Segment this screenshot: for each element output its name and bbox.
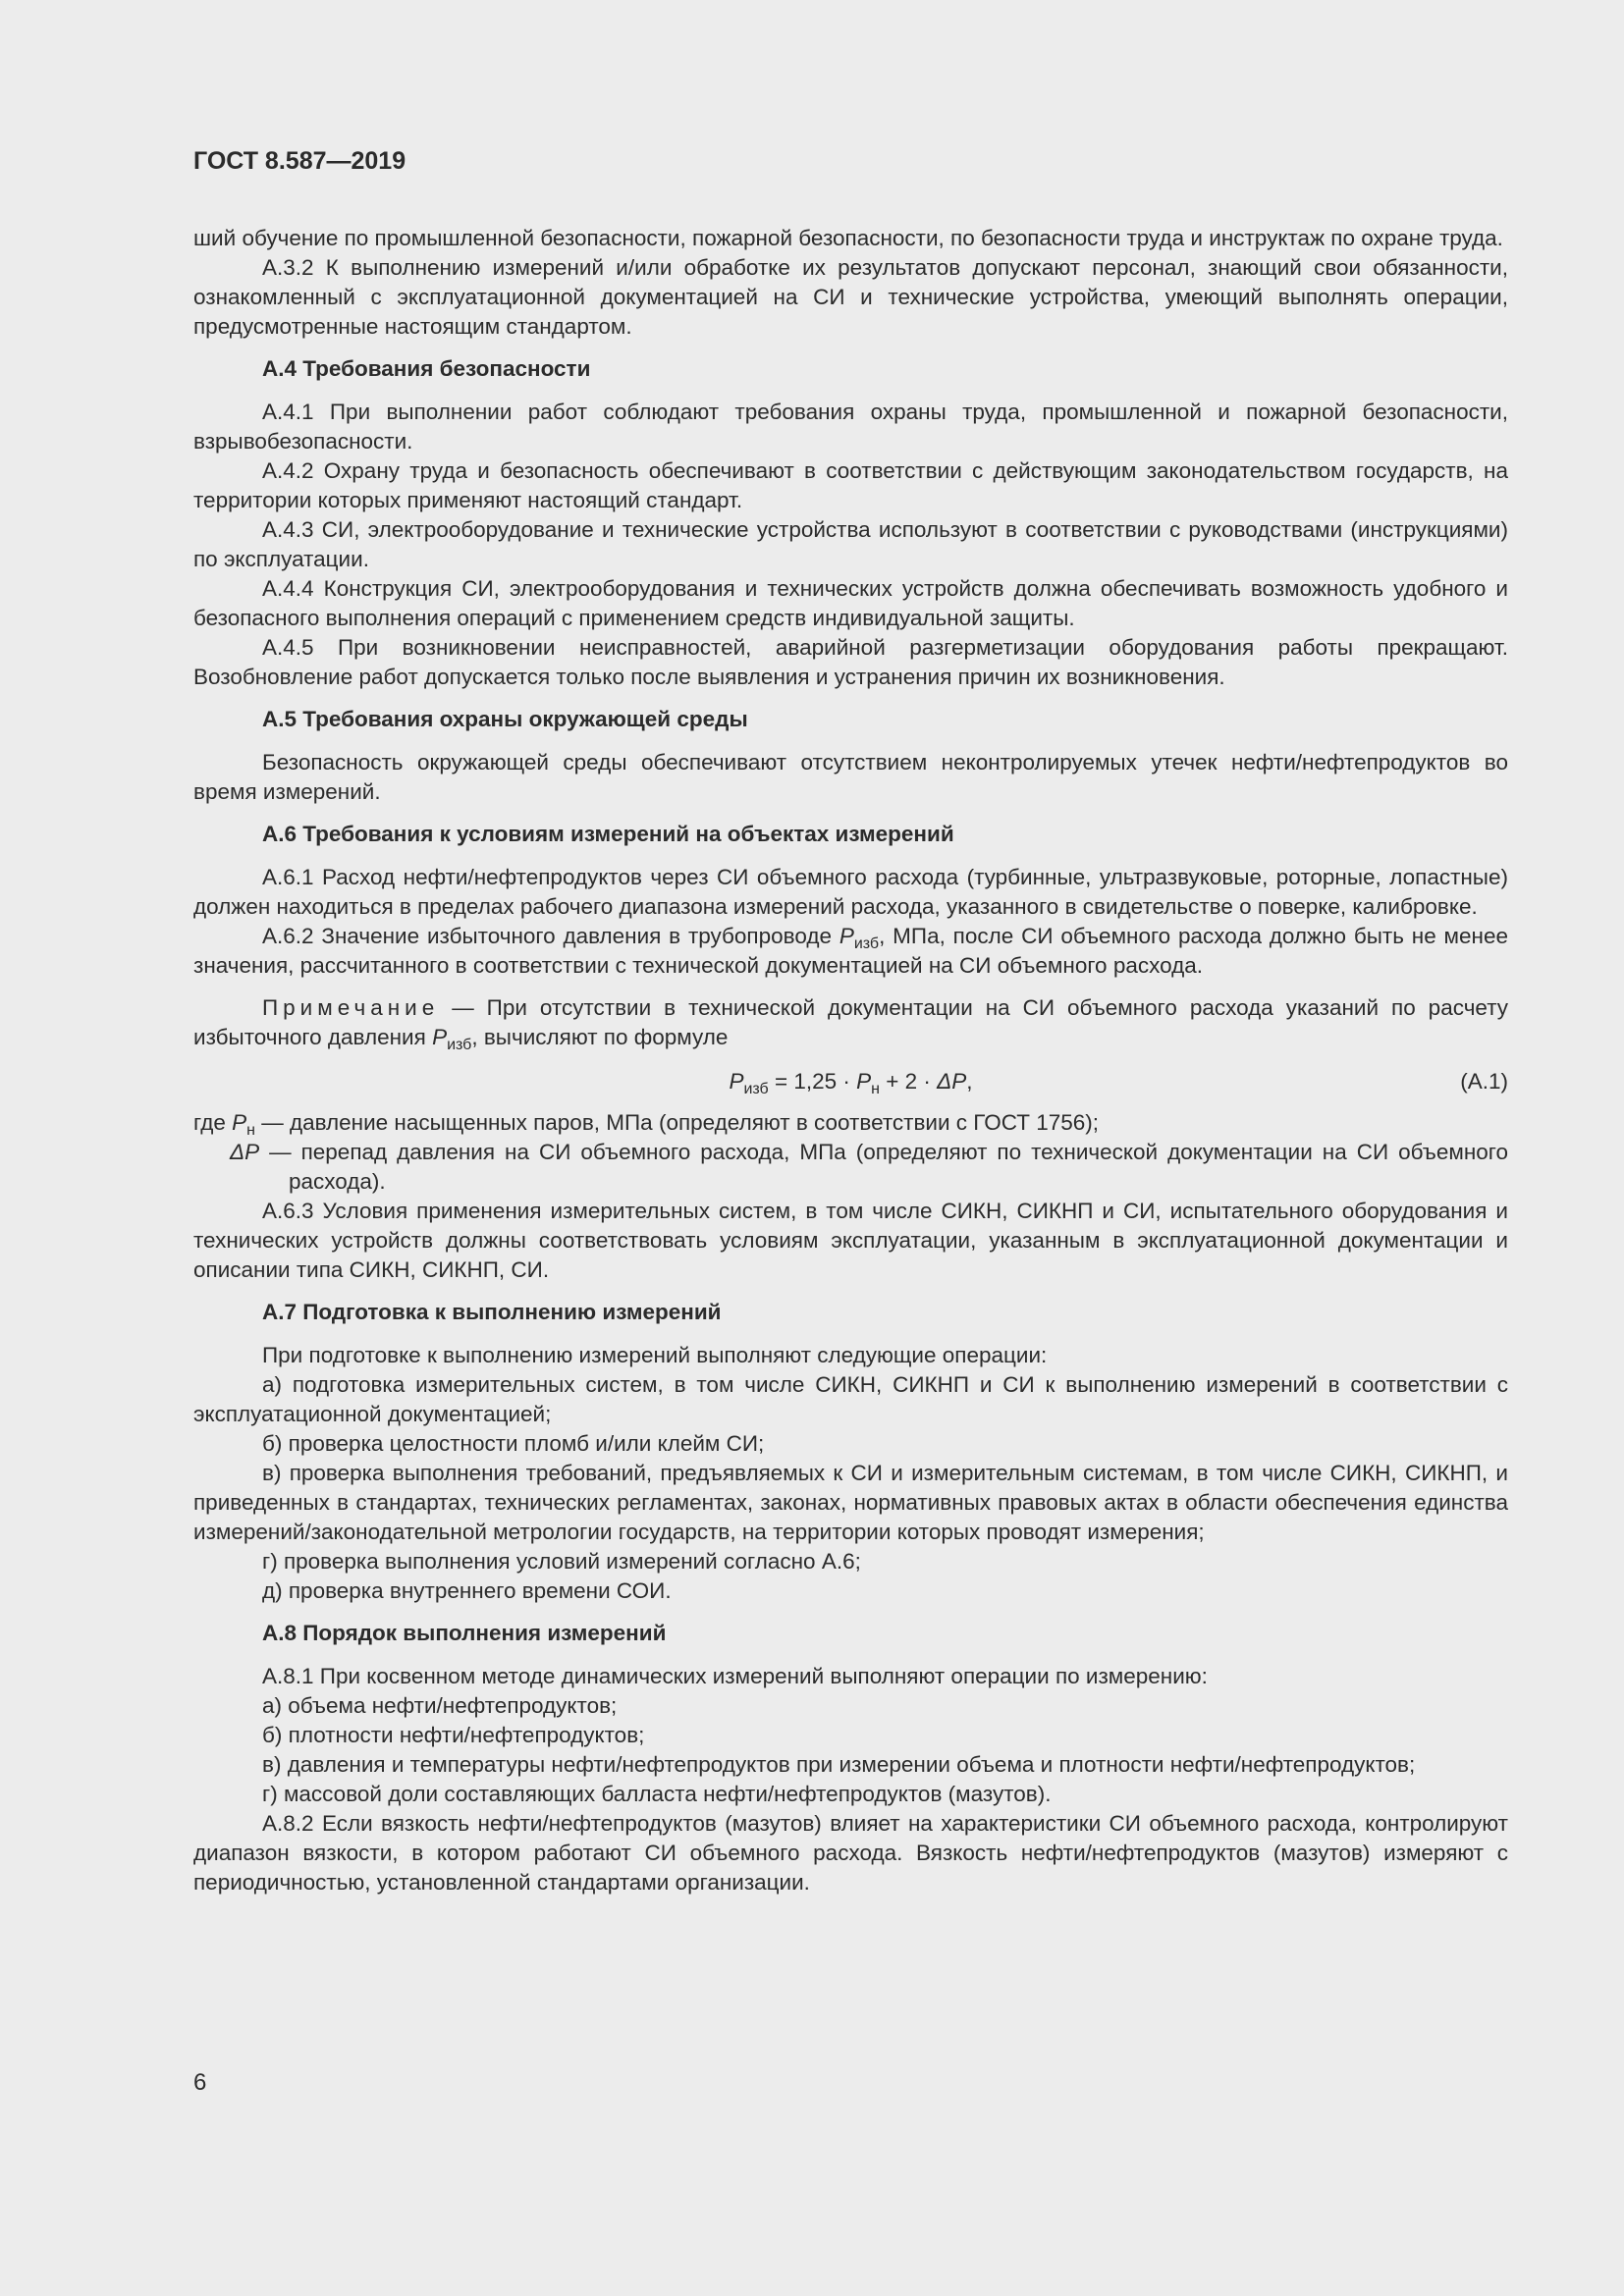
- section-heading-a5: А.5 Требования охраны окружающей среды: [262, 707, 748, 731]
- paragraph-a6-2: А.6.2 Значение избыточного давления в трубопроводе $P_{изб}$, МПа, после СИ объемного расхода должно быть не менее значения, рассчитанного в соответствии с технической документацией на СИ объемного расхода.: [193, 924, 1508, 978]
- formula-a1: $P_{изб} = 1,25 \cdot P_н + 2 \cdot \Delta P$, (А.1): [729, 1069, 1508, 1097]
- paragraph-a4-5: А.4.5 При возникновении неисправностей, аварийной разгерметизации оборудования работы прекращают. Возобновление работ допускается только после выявления и устранения причин их возникновения.: [193, 635, 1508, 689]
- list-item: б) плотности нефти/нефтепродуктов;: [262, 1723, 645, 1747]
- paragraph-a4-2: А.4.2 Охрану труда и безопасность обеспечивают в соответствии с действующим законодательством государств, на территории которых применяют настоящий стандарт.: [193, 458, 1508, 512]
- formula-number: (А.1): [1460, 1069, 1508, 1094]
- page-number: 6: [193, 2069, 207, 2096]
- list-item: г) проверка выполнения условий измерений согласно А.6;: [262, 1549, 861, 1574]
- paragraph-a6-1: А.6.1 Расход нефти/нефтепродуктов через СИ объемного расхода (турбинные, ультразвуковые, роторные, лопастные) должен находиться в пределах рабочего диапазона измерений расхода, указанного в свидетельстве о поверке, калибровке.: [193, 865, 1508, 919]
- section-heading-a7: А.7 Подготовка к выполнению измерений: [262, 1300, 722, 1324]
- paragraph-a4-1: А.4.1 При выполнении работ соблюдают требования охраны труда, промышленной и пожарной безопасности, взрывобезопасности.: [193, 400, 1508, 454]
- list-item: а) подготовка измерительных систем, в том числе СИКН, СИКНП и СИ к выполнению измерений в соответствии с эксплуатационной документацией;: [193, 1372, 1508, 1426]
- list-item: д) проверка внутреннего времени СОИ.: [262, 1578, 672, 1603]
- note-label: Примечание: [262, 995, 440, 1020]
- paragraph: ший обучение по промышленной безопасности, пожарной безопасности, по безопасности труда и инструктаж по охране труда.: [193, 226, 1503, 250]
- list-item: г) массовой доли составляющих балласта нефти/нефтепродуктов (мазутов).: [262, 1782, 1052, 1806]
- document-body: [193, 224, 1508, 1897]
- where-pn: где $P_н$ — давление насыщенных паров, МПа (определяют в соответствии с ГОСТ 1756);: [193, 1110, 1099, 1139]
- section-heading-a4: А.4 Требования безопасности: [262, 356, 591, 381]
- list-item: б) проверка целостности пломб и/или клейм СИ;: [262, 1431, 765, 1456]
- paragraph-a8-2: А.8.2 Если вязкость нефти/нефтепродуктов (мазутов) влияет на характеристики СИ объемного расхода, контролируют диапазон вязкости, в котором работают СИ объемного расхода. Вязкость нефти/нефтепродуктов (мазутов) измеряют с периодичностью, установленной стандартами организации.: [193, 1811, 1508, 1895]
- where-dp: ΔP — перепад давления на СИ объемного расхода, МПа (определяют по технической документации на СИ объемного расхода).: [230, 1140, 1508, 1194]
- section-heading-a6: А.6 Требования к условиям измерений на объектах измерений: [262, 822, 954, 846]
- paragraph-a3-2: А.3.2 К выполнению измерений и/или обработке их результатов допускают персонал, знающий свои обязанности, ознакомленный с эксплуатационной документацией на СИ и технические устройства, умеющий выполнять операции, предусмотренные настоящим стандартом.: [193, 255, 1508, 339]
- note-paragraph: Примечание — При отсутствии в технической документации на СИ объемного расхода указаний по расчету избыточного давления $P_{изб}$, вычисляют по формуле: [193, 995, 1508, 1053]
- list-item: в) проверка выполнения требований, предъявляемых к СИ и измерительным системам, в том числе СИКН, СИКНП, и приведенных в стандартах, технических регламентах, законах, нормативных правовых актах в области обеспечения единства измерений/законодательной метрологии государств, на территории которых проводят измерения;: [193, 1461, 1508, 1544]
- list-item: в) давления и температуры нефти/нефтепродуктов при измерении объема и плотности нефти/нефтепродуктов;: [262, 1752, 1416, 1777]
- section-heading-a8: А.8 Порядок выполнения измерений: [262, 1621, 667, 1645]
- paragraph-a4-3: А.4.3 СИ, электрооборудование и технические устройства используют в соответствии с руководствами (инструкциями) по эксплуатации.: [193, 517, 1508, 571]
- paragraph-a7: При подготовке к выполнению измерений выполняют следующие операции:: [262, 1343, 1048, 1367]
- paragraph-a8-1: А.8.1 При косвенном методе динамических измерений выполняют операции по измерению:: [262, 1664, 1208, 1688]
- paragraph-a4-4: А.4.4 Конструкция СИ, электрооборудования и технических устройств должна обеспечивать возможность удобного и безопасного выполнения операций с применением средств индивидуальной защиты.: [193, 576, 1508, 630]
- document-header: ГОСТ 8.587—2019: [193, 147, 406, 175]
- paragraph-a6-3: А.6.3 Условия применения измерительных систем, в том числе СИКН, СИКНП и СИ, испытательного оборудования и технических устройств должны соответствовать условиям эксплуатации, указанным в эксплуатационной документации и описании типа СИКН, СИКНП, СИ.: [193, 1199, 1508, 1282]
- list-item: а) объема нефти/нефтепродуктов;: [262, 1693, 618, 1718]
- paragraph-a5: Безопасность окружающей среды обеспечивают отсутствием неконтролируемых утечек нефти/нефтепродуктов во время измерений.: [193, 750, 1508, 804]
